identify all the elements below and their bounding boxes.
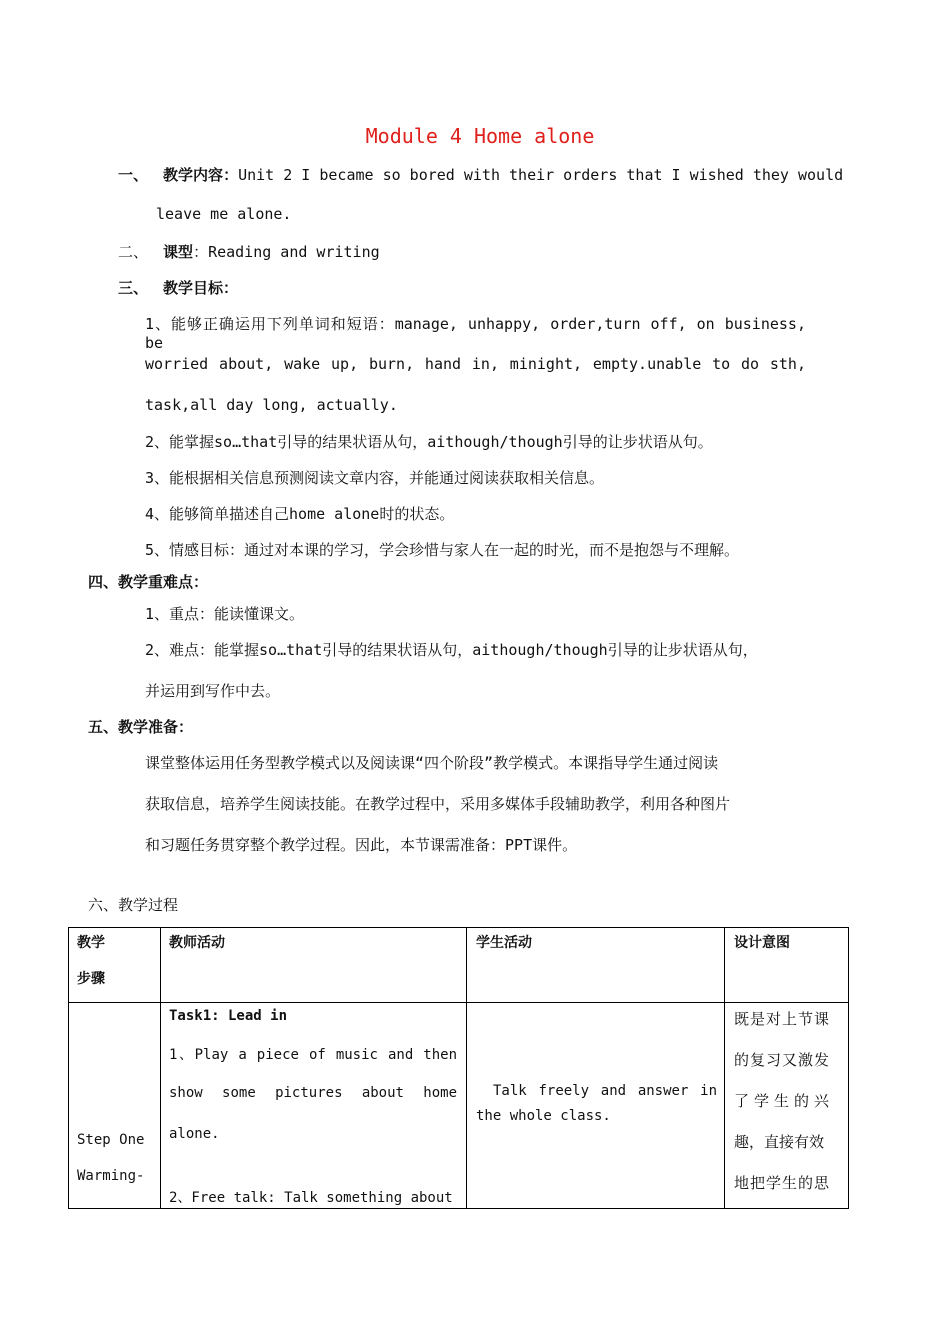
- section-1-colon: ：: [223, 166, 239, 184]
- section-2-number: 二、: [118, 243, 149, 261]
- section-1-text: Unit 2 I became so bored with their orders that I wished they would: [238, 166, 844, 184]
- objective-1-line-2: worried about, wake up, burn, hand in, minight, empty.unable to do sth,: [145, 355, 806, 373]
- section-2-label: 课型: [163, 243, 194, 261]
- row-teacher-cell: [161, 1003, 467, 1209]
- teaching-process-table: [68, 927, 849, 1209]
- section-3-number: 三、: [118, 279, 149, 297]
- header-step-line-2: 步骤: [77, 971, 105, 987]
- section-3-label: 教学目标：: [163, 279, 239, 297]
- table-row: [69, 1003, 849, 1209]
- section-3-heading: [118, 277, 238, 298]
- section-5-heading: 五、教学准备：: [88, 718, 194, 736]
- section-1-label: 教学内容: [163, 166, 224, 184]
- design-line-4: 趣，直接有效: [734, 1133, 825, 1151]
- header-student: [467, 928, 725, 1003]
- section-6-heading: 六、教学过程: [88, 896, 179, 914]
- objective-1-line-1: 1、能够正确运用下列单词和短语：manage, unhappy, order,turn off, on business, be: [145, 315, 806, 352]
- difficult-point-line-1: 2、难点：能掌握so…that引导的结果状语从句，aithough/though引导的让步状语从句，: [145, 641, 758, 659]
- row-step-line-1: Step One: [77, 1132, 145, 1148]
- preparation-line-3: 和习题任务贯穿整个教学过程。因此，本节课需准备：PPT课件。: [145, 836, 578, 854]
- header-student-label: 学生活动: [476, 935, 532, 951]
- section-4-heading: 四、教学重难点：: [88, 573, 209, 591]
- section-1-line-2: leave me alone.: [156, 205, 292, 223]
- row-student-cell: [467, 1003, 725, 1209]
- task-title: Task1: Lead in: [169, 1008, 288, 1024]
- design-line-1: 既是对上节课: [734, 1010, 831, 1028]
- design-line-3: 了学生的兴: [734, 1092, 835, 1110]
- student-activity-line-2: the whole class.: [476, 1108, 611, 1124]
- row-step-line-2: Warming-: [77, 1168, 145, 1184]
- section-2-text: ：Reading and writing: [193, 243, 380, 261]
- difficult-point-line-2: 并运用到写作中去。: [145, 682, 281, 700]
- preparation-line-1: 课堂整体运用任务型教学模式以及阅读课“四个阶段”教学模式。本课指导学生通过阅读: [145, 754, 719, 772]
- header-teacher: [161, 928, 467, 1003]
- page-title: Module 4 Home alone: [365, 124, 595, 148]
- row-design-cell: [725, 1003, 849, 1209]
- teacher-activity-1-line-2: show some pictures about home: [169, 1085, 457, 1101]
- header-teacher-label: 教师活动: [169, 935, 225, 951]
- section-2: [118, 241, 380, 262]
- section-1-number: 一、: [118, 166, 149, 184]
- student-activity-line-1: Talk freely and answer in: [493, 1083, 717, 1099]
- header-step: [69, 928, 161, 1003]
- design-line-5: 地把学生的思: [734, 1174, 831, 1192]
- row-step-cell: [69, 1003, 161, 1209]
- preparation-line-2: 获取信息，培养学生阅读技能。在教学过程中，采用多媒体手段辅助教学，利用各种图片: [145, 795, 731, 813]
- objective-2: 2、能掌握so…that引导的结果状语从句，aithough/though引导的让步状语从句。: [145, 433, 713, 451]
- header-design-label: 设计意图: [734, 935, 790, 951]
- header-design: [725, 928, 849, 1003]
- teacher-activity-1-line-3: alone.: [169, 1126, 220, 1142]
- teacher-activity-2: 2、Free talk: Talk something about: [169, 1190, 453, 1206]
- teacher-activity-1-line-1: 1、Play a piece of music and then: [169, 1047, 457, 1063]
- design-line-2: 的复习又激发: [734, 1051, 831, 1069]
- key-point: 1、重点：能读懂课文。: [145, 605, 305, 623]
- header-step-line-1: 教学: [77, 935, 105, 951]
- table-header-row: [69, 928, 849, 1003]
- objective-3: 3、能根据相关信息预测阅读文章内容，并能通过阅读获取相关信息。: [145, 469, 605, 487]
- objective-5: 5、情感目标：通过对本课的学习，学会珍惜与家人在一起的时光，而不是抱怨与不理解。: [145, 541, 740, 559]
- objective-1-line-3: task,all day long, actually.: [145, 396, 398, 414]
- section-1-line-1: [118, 164, 843, 185]
- objective-4: 4、能够简单描述自己home alone时的状态。: [145, 505, 455, 523]
